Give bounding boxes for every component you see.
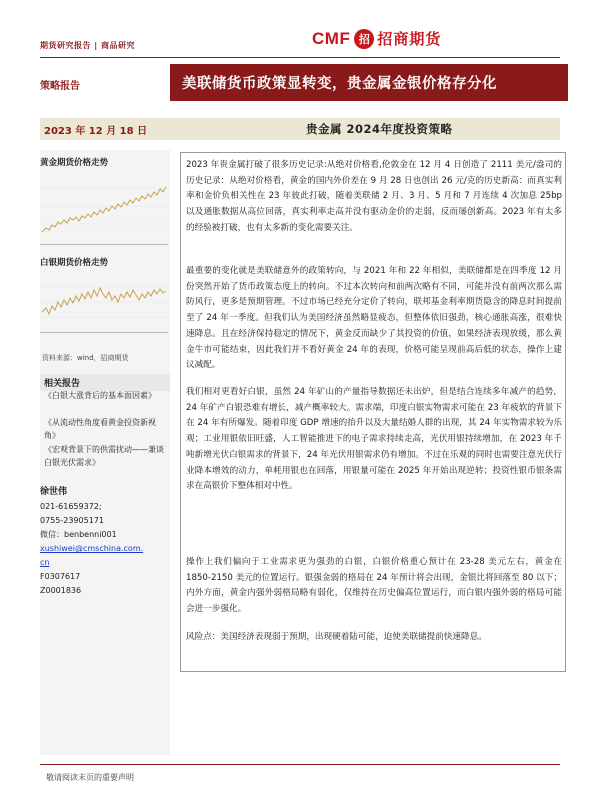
silver-chart-title: 白银期货价格走势 [40, 258, 109, 268]
body-paragraph: 操作上我们偏向于工业需求更为强劲的白银，白银价格重心预计在 23-28 美元左右，黄金在 1850-2150 美元的位置运行。银强金弱的格局在 24 年预计将会出现，金银比将回落至 80 以下；内外方面，黄金内强外弱格局略有弱化，仅维持在历史偏高位置运行，而白银内强外弱的格局可能会进一步强化。 [186, 557, 562, 615]
related-report-link[interactable]: 《从流动性角度看黄金投资新视角》 [44, 418, 156, 440]
analyst-phone: 0755-23905171 [40, 516, 104, 525]
report-subtitle: 贵金属 2024年度投资策略 [306, 122, 453, 136]
body-paragraph: 最重要的变化就是美联储意外的政策转向，与 2021 年和 22 年相似，美联储都是在四季度 12 月份突然开始了货币政策态度上的转向。不过本次转向和前两次略有不同，可能并没有前两次那么需防风行，更多是预期管理。不过市场已经充分定价了转向，联邦基金利率期货隐含的降息时间提前至了 24 年一季度。但我们认为美国经济虽然略显疲态，但整体依旧强劲，核心通胀高涨，很难快速降息。且在经济保持稳定的情况下，黄金反而缺少了其投资的价值，如果经济表现放缓，那么黄金牛市可能结束，因此我们并不看好黄金 24 年的表现，价格可能呈现前高后低的状态，操作上建议减配。 [186, 266, 562, 371]
analyst-phone: 021-61659372; [40, 502, 102, 511]
report-title: 美联储货币政策显转变，贵金属金银价格存分化 [182, 76, 497, 92]
analyst-email-link[interactable]: cn [40, 558, 50, 567]
related-report-link[interactable]: 《宏观背景下的供需扰动——兼谈白银光伏需求》 [44, 445, 164, 467]
gold-price-chart [40, 170, 168, 245]
analyst-wechat: 微信：benbenni001 [40, 530, 117, 539]
logo-chinese-name: 招商期货 [377, 30, 442, 48]
footer-disclaimer: 敬请阅读末页的重要声明 [46, 773, 134, 782]
related-reports-heading: 相关报告 [40, 374, 170, 391]
header-divider [40, 57, 560, 58]
analyst-email-link[interactable]: xushiwei@cmschina.com. [40, 544, 144, 553]
logo-cmf-text: CMF [312, 28, 351, 48]
company-logo [312, 28, 441, 49]
gold-price-line [42, 187, 166, 232]
chart-source-note: 资料来源：wind，招商期货 [42, 354, 129, 362]
silver-price-chart [40, 272, 168, 333]
header-category: 期货研究报告 | 商品研究 [40, 41, 135, 50]
gold-chart-svg [40, 170, 168, 244]
report-type-tag: 策略报告 [40, 81, 80, 92]
related-report-link[interactable]: 《白银大涨背后的基本面因素》 [44, 391, 156, 400]
analyst-license: F0307617 [40, 572, 81, 581]
body-paragraph: 2023 年贵金属打破了很多历史记录:从绝对价格看,伦敦金在 12 月 4 日创造了 2111 美元/盎司的历史记录：从绝对价格看，黄金的国内外价差在 9 月 28 日也创出 26 元/克的历史新高：而真实利率和金价负相关性在 23 年彼此打破，随着美联储 2 月、3 月、5 月和 7 月连续 4 次加息 25bp 以及通胀数据从高位回落，真实利率走高并没有驱动金价的走弱，反而屡创新高。2023 年有太多的经验被打破，也有太多新的变化需要关注。 [186, 160, 562, 233]
report-title-banner [170, 64, 568, 101]
analyst-license: Z0001836 [40, 586, 82, 595]
silver-price-line [42, 288, 166, 314]
body-paragraph: 风险点：美国经济表现弱于预期，出现硬着陆可能，迫使美联储提前快速降息。 [186, 632, 487, 642]
report-date: 2023 年 12 月 18 日 [44, 126, 148, 137]
gold-chart-title: 黄金期货价格走势 [40, 158, 109, 168]
silver-chart-svg [40, 272, 168, 332]
body-paragraph: 我们相对更看好白银，虽然 24 年矿山的产量指导数据还未出炉，但是结合连续多年减产的趋势，24 年矿产白银恐难有增长，减产概率较大。需求端，印度白银实物需求可能在 23 年疲软的背景下在 24 年有所爆发。随着印度 GDP 增速的抬升以及大量结婚人群的出现，其 24 年实物需求较为乐观；工业用银依旧旺盛，人工智能推进下的电子需求持续走高，光伏用银持续增加，在 2023 年千吨新增光伏白银需求的背景下，24 年光伏用银需求仍有增加。不过在乐观的同时也需要注意光伏行业降本增效的动力，单耗用银也在回落，用银量可能在 2025 年开始出现逆转；投资性银币银条需求在高银价下整体相对中性。 [186, 387, 562, 492]
footer-divider [40, 764, 560, 765]
analyst-name: 徐世伟 [40, 487, 68, 497]
logo-mark-icon: 招 [354, 29, 374, 49]
